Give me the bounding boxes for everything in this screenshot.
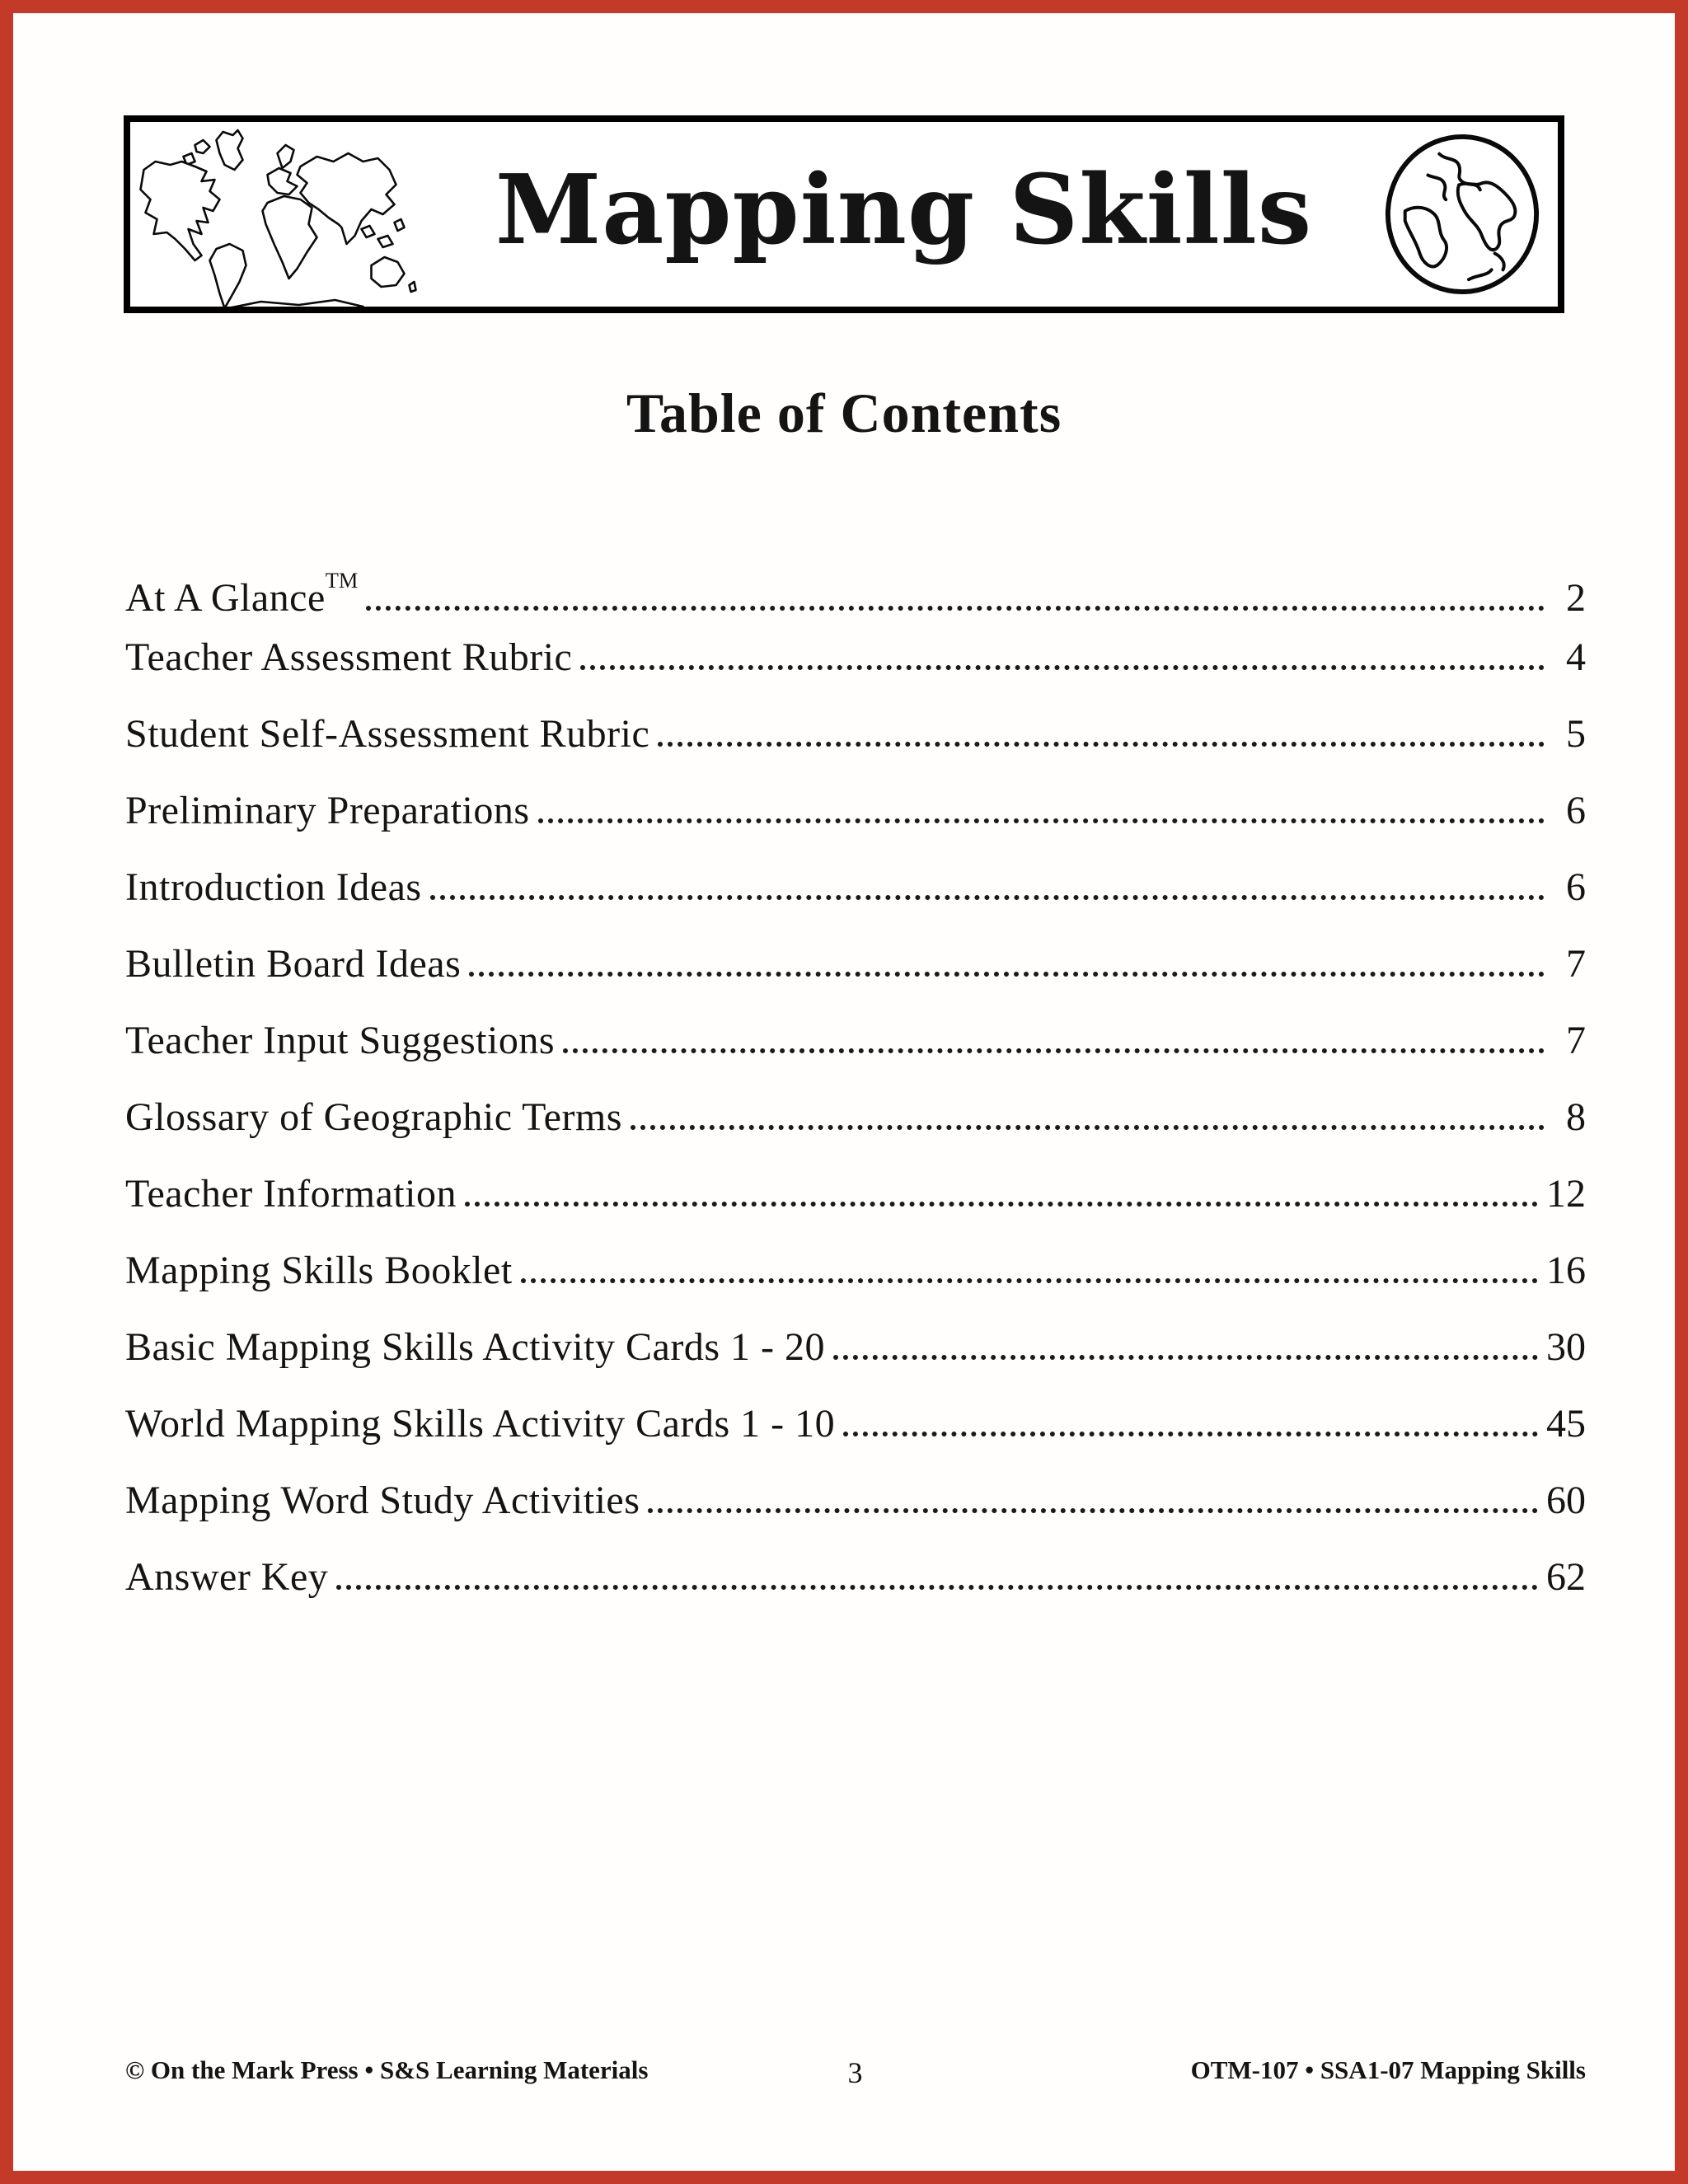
footer-product-code: OTM-107 • SSA1-07 Mapping Skills [1190,2055,1586,2084]
toc-entry-label: At A Glance™ [125,568,359,620]
toc-entry-label: Teacher Information [125,1172,457,1216]
toc-entry-label: Glossary of Geographic Terms [125,1095,622,1139]
toc-entry [125,1002,1586,1079]
toc-entry-page: 30 [1546,1325,1586,1369]
dotted-leader [658,742,1545,747]
toc-entry [125,1155,1586,1232]
banner-title: Mapping Skills [495,154,1313,266]
toc-entry [125,849,1586,926]
toc-entry-page: 45 [1546,1402,1586,1446]
dotted-leader [538,818,1545,823]
toc-entry [125,1539,1586,1615]
toc-entry [125,619,1586,696]
toc-entry-page: 7 [1566,942,1586,986]
toc-entry [125,926,1586,1002]
toc-entry-label: World Mapping Skills Activity Cards 1 - 10 [125,1402,836,1446]
toc-entry-label: Answer Key [125,1555,329,1599]
dotted-leader [648,1508,1538,1513]
dotted-leader [521,1278,1538,1283]
trademark-symbol: TM [325,568,359,593]
toc-entry [125,1232,1586,1309]
toc-entry-label: Preliminary Preparations [125,789,530,832]
dotted-leader [336,1585,1538,1590]
toc-entry-page: 16 [1546,1249,1586,1292]
toc-entry [125,772,1586,849]
toc-entry-page: 8 [1566,1095,1586,1139]
toc-entry-page: 62 [1546,1555,1586,1599]
dotted-leader [430,895,1545,900]
toc-entry-page: 6 [1566,789,1586,832]
toc-entry-label: Introduction Ideas [125,865,422,909]
toc-entry [125,696,1586,772]
dotted-leader [563,1048,1545,1053]
dotted-leader [469,972,1545,977]
page-title: Table of Contents [626,382,1062,444]
dotted-leader [580,665,1545,670]
title-banner [124,115,1564,313]
dotted-leader [465,1202,1538,1207]
toc-entry-label: Mapping Skills Booklet [125,1249,513,1292]
footer-copyright: © On the Mark Press • S&S Learning Materials [125,2055,649,2084]
toc-entry-label: Teacher Assessment Rubric [125,635,573,679]
dotted-leader [631,1125,1545,1130]
toc-entry [125,542,1586,619]
footer-page-number: 3 [847,2056,863,2089]
toc-entry-page: 7 [1566,1019,1586,1062]
toc-entry-page: 4 [1566,635,1586,679]
dotted-leader [843,1432,1538,1436]
toc-entry-label: Teacher Input Suggestions [125,1019,556,1062]
world-map-icon [130,122,427,307]
toc-entry-page: 12 [1546,1172,1586,1216]
toc-entry-page: 6 [1566,865,1586,909]
toc-entry [125,1385,1586,1462]
toc-entry-label: Basic Mapping Skills Activity Cards 1 - 20 [125,1325,825,1369]
globe-icon [1381,122,1558,307]
dotted-leader [833,1355,1538,1360]
dotted-leader [366,606,1545,611]
toc-entry [125,1309,1586,1385]
page-footer [125,2055,1586,2089]
toc-entry-label: Bulletin Board Ideas [125,942,462,986]
toc-entry-label: Student Self-Assessment Rubric [125,712,650,756]
toc-entry-label: Mapping Word Study Activities [125,1479,640,1522]
toc-entry-page: 60 [1546,1479,1586,1522]
toc-entry-page: 2 [1566,576,1586,620]
toc-entry [125,1079,1586,1155]
toc-entry-page: 5 [1566,712,1586,756]
toc-list [125,542,1586,1615]
toc-entry [125,1462,1586,1539]
